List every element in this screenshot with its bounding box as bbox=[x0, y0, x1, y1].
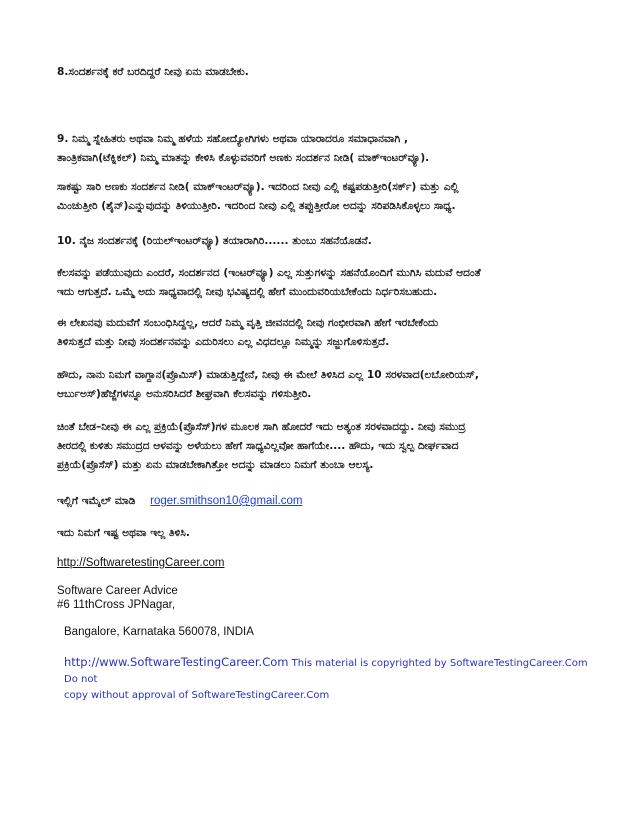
paragraph-worry bbox=[57, 418, 597, 475]
job-line-1: ಕೆಲಸವನ್ನು ಪಡೆಯುವುದು ಎಂದರೆ, ಸಂದರ್ಶನದ (ಇಂಟರ್‌ವ್ಯೂ) ಎಲ್ಲ ಸುತ್ತುಗಳನ್ನು ಸಹನೆಯೊಂದಿಗೆ ಮುಗಿಸಿ ಮದುವೆ ಆದಂತೆ bbox=[57, 267, 481, 279]
mock-line-2: ಮಿಂಚುತ್ತೀರಿ (ಶೈನ್)ಎನ್ನುವುದನ್ನು ತಿಳಿಯುತ್ತೀರಿ. ಇದರಿಂದ ನೀವು ಎಲ್ಲಿ ತಪ್ಪುತ್ತೀರೋ ಅದನ್ನು ಸರಿಪಡಿಸಿಕೊಳ್ಳಲು ಸಾಧ್ಯ. bbox=[57, 200, 456, 212]
company-name: Software Career Advice bbox=[57, 585, 178, 597]
paragraph-job bbox=[57, 264, 597, 302]
email-prefix: ಇಲ್ಲಿಗೆ ಇಮೈಲ್ ಮಾಡಿ bbox=[57, 495, 136, 507]
paragraph-q10 bbox=[57, 232, 597, 251]
q9-line-1: 9. ನಿಮ್ಮ ಸ್ನೇಹಿತರು ಅಥವಾ ನಿಮ್ಮ ಹಳೆಯ ಸಹೋದ್ಯೋಗಿಗಳು ಅಥವಾ ಯಾರಾದರೂ ಸಮಾಧಾನವಾಗಿ , bbox=[57, 133, 409, 145]
footer-notice-1: This material is copyrighted by SoftwareTestingCareer.Com Do not bbox=[64, 658, 588, 685]
paragraph-tell bbox=[57, 524, 597, 543]
article-line-2: ತಿಳಿಸುತ್ತದೆ ಮತ್ತು ನೀವು ಸಂದರ್ಶನವನ್ನು ಎದುರಿಸಲು ಎಲ್ಲ ವಿಧದಲ್ಲೂ ನಿಮ್ಮನ್ನು ಸಜ್ಜುಗೊಳಿಸುತ್ತದೆ. bbox=[57, 336, 390, 348]
footer-notice bbox=[64, 654, 604, 704]
worry-line-1: ಚಿಂತೆ ಬೇಡ–ನೀವು ಈ ಎಲ್ಲ ಪ್ರಕ್ರಿಯೆ(ಪ್ರೊಸೆಸ್)ಗಳ ಮೂಲಕ ಸಾಗಿ ಹೋದರೆ ಇದು ಅತ್ಯಂತ ಸರಳವಾದದ್ದು. ನೀವು ಸಮುದ್ರ bbox=[57, 421, 466, 433]
paragraph-article bbox=[57, 314, 597, 352]
q8-line: 8.ಸಂದರ್ಶನಕ್ಕೆ ಕರೆ ಬರದಿದ್ದರೆ ನೀವು ಏನು ಮಾಡಬೇಕು. bbox=[57, 66, 249, 78]
job-line-2: ಇದು ಆಗುತ್ತದೆ. ಒಮ್ಮೆ ಅದು ಸಾಧ್ಯವಾದಲ್ಲಿ ನೀವು ಭವಿಷ್ಯದಲ್ಲಿ ಹೇಗೆ ಮುಂದುವರಿಯಬೇಕೆಂದು ನಿರ್ಧರಿಸಬಹುದು. bbox=[57, 286, 438, 298]
email-link[interactable]: roger.smithson10@gmail.com bbox=[150, 495, 303, 507]
paragraph-email bbox=[57, 492, 597, 511]
promise-line-2: ಆರ್ಬುಅಸ್)ಹೆಜ್ಜೆಗಳನ್ನೂ ಅನುಸರಿಸಿದರೆ ಶೀಘ್ರವಾಗಿ ಕೆಲಸವನ್ನು ಗಳಿಸುತ್ತೀರಿ. bbox=[57, 388, 312, 400]
q9-line-2: ತಾಂತ್ರಿಕವಾಗಿ(ಟೆಕ್ನಿಕಲ್) ನಿಮ್ಮ ಮಾತನ್ನು ಕೇಳಿಸಿ ಕೊಳ್ಳುವವರಿಗೆ ಅಣಕು ಸಂದರ್ಶನ ನೀಡಿ( ಮಾಕ್‌ಇಂಟರ್‌ವ್ಯೂ). bbox=[57, 152, 430, 164]
tell-line: ಇದು ನಿಮಗೆ ಇಷ್ಟ ಅಥವಾ ಇಲ್ಲ ತಿಳಿಸಿ. bbox=[57, 527, 190, 539]
footer-line-1 bbox=[64, 654, 604, 688]
email-line bbox=[57, 492, 597, 511]
worry-line-3: ಪ್ರಕ್ರಿಯೆ(ಪ್ರೊಸೆಸ್) ಮತ್ತು ಏನು ಮಾಡಬೇಕಾಗಿತ್ತೋ ಅದನ್ನು ಮಾಡಲು ನಿಮಗೆ ತುಂಬಾ ಆಲಸ್ಯ. bbox=[57, 459, 374, 471]
paragraph-q8 bbox=[57, 63, 597, 82]
promise-line-1: ಹೌದು, ನಾನು ನಿಮಗೆ ವಾಗ್ದಾನ(ಪ್ರೊಮಿಸ್) ಮಾಡುತ್ತಿದ್ದೇನೆ, ನೀವು ಈ ಮೇಲೆ ತಿಳಿಸಿದ ಎಲ್ಲ 10 ಸರಳವಾದ(ಲಬೋರಿಯಸ್, bbox=[57, 369, 479, 381]
paragraph-promise bbox=[57, 366, 597, 404]
address-line-2: Bangalore, Karnataka 560078, INDIA bbox=[64, 626, 254, 638]
q10-line: 10. ನೈಜ ಸಂದರ್ಶನಕ್ಕೆ (ರಿಯಲ್‌ಇಂಟರ್‌ವ್ಯೂ) ತಯಾರಾಗಿರಿ...... ತುಂಬು ಸಹನೆಯೊಡನೆ. bbox=[57, 235, 372, 247]
footer-notice-2: copy without approval of SoftwareTestingCareer.Com bbox=[64, 690, 330, 701]
website-link[interactable]: http://SoftwaretestingCareer.com bbox=[57, 557, 225, 569]
footer-url[interactable]: http://www.SoftwareTestingCareer.Com bbox=[64, 655, 289, 669]
address-line-1: #6 11thCross JPNagar, bbox=[57, 599, 176, 611]
worry-line-2: ತೀರದಲ್ಲಿ ಕುಳಿತು ಸಮುದ್ರದ ಆಳವನ್ನು ಅಳೆಯಲು ಹೇಗೆ ಸಾಧ್ಯವಿಲ್ಲವೋ ಹಾಗೆಯೇ.... ಹೌದು, ಇದು ಸ್ವಲ್ಪ ದೀರ್ಘವಾದ bbox=[57, 440, 459, 452]
mock-line-1: ಸಾಕಷ್ಟು ಸಾರಿ ಅಣಕು ಸಂದರ್ಶನ ನೀಡಿ( ಮಾಕ್‌ಇಂಟರ್‌ವ್ಯೂ). ಇದರಿಂದ ನೀವು ಎಲ್ಲಿ ಕಷ್ಟಪಡುತ್ತೀರಿ(ಸರ್ಕ್) ಮತ್ತು ಎಲ್ಲಿ bbox=[57, 181, 459, 193]
paragraph-q9 bbox=[57, 130, 597, 168]
article-line-1: ಈ ಲೇಖನವು ಮದುವೆಗೆ ಸಂಬಂಧಿಸಿದ್ದಲ್ಲ, ಆದರೆ ನಿಮ್ಮ ವೃತ್ತಿ ಜೀವನದಲ್ಲಿ ನೀವು ಗಂಭೀರವಾಗಿ ಹೇಗೆ ಇರಬೇಕೆಂದು bbox=[57, 317, 439, 329]
paragraph-mock-interview bbox=[57, 178, 597, 216]
